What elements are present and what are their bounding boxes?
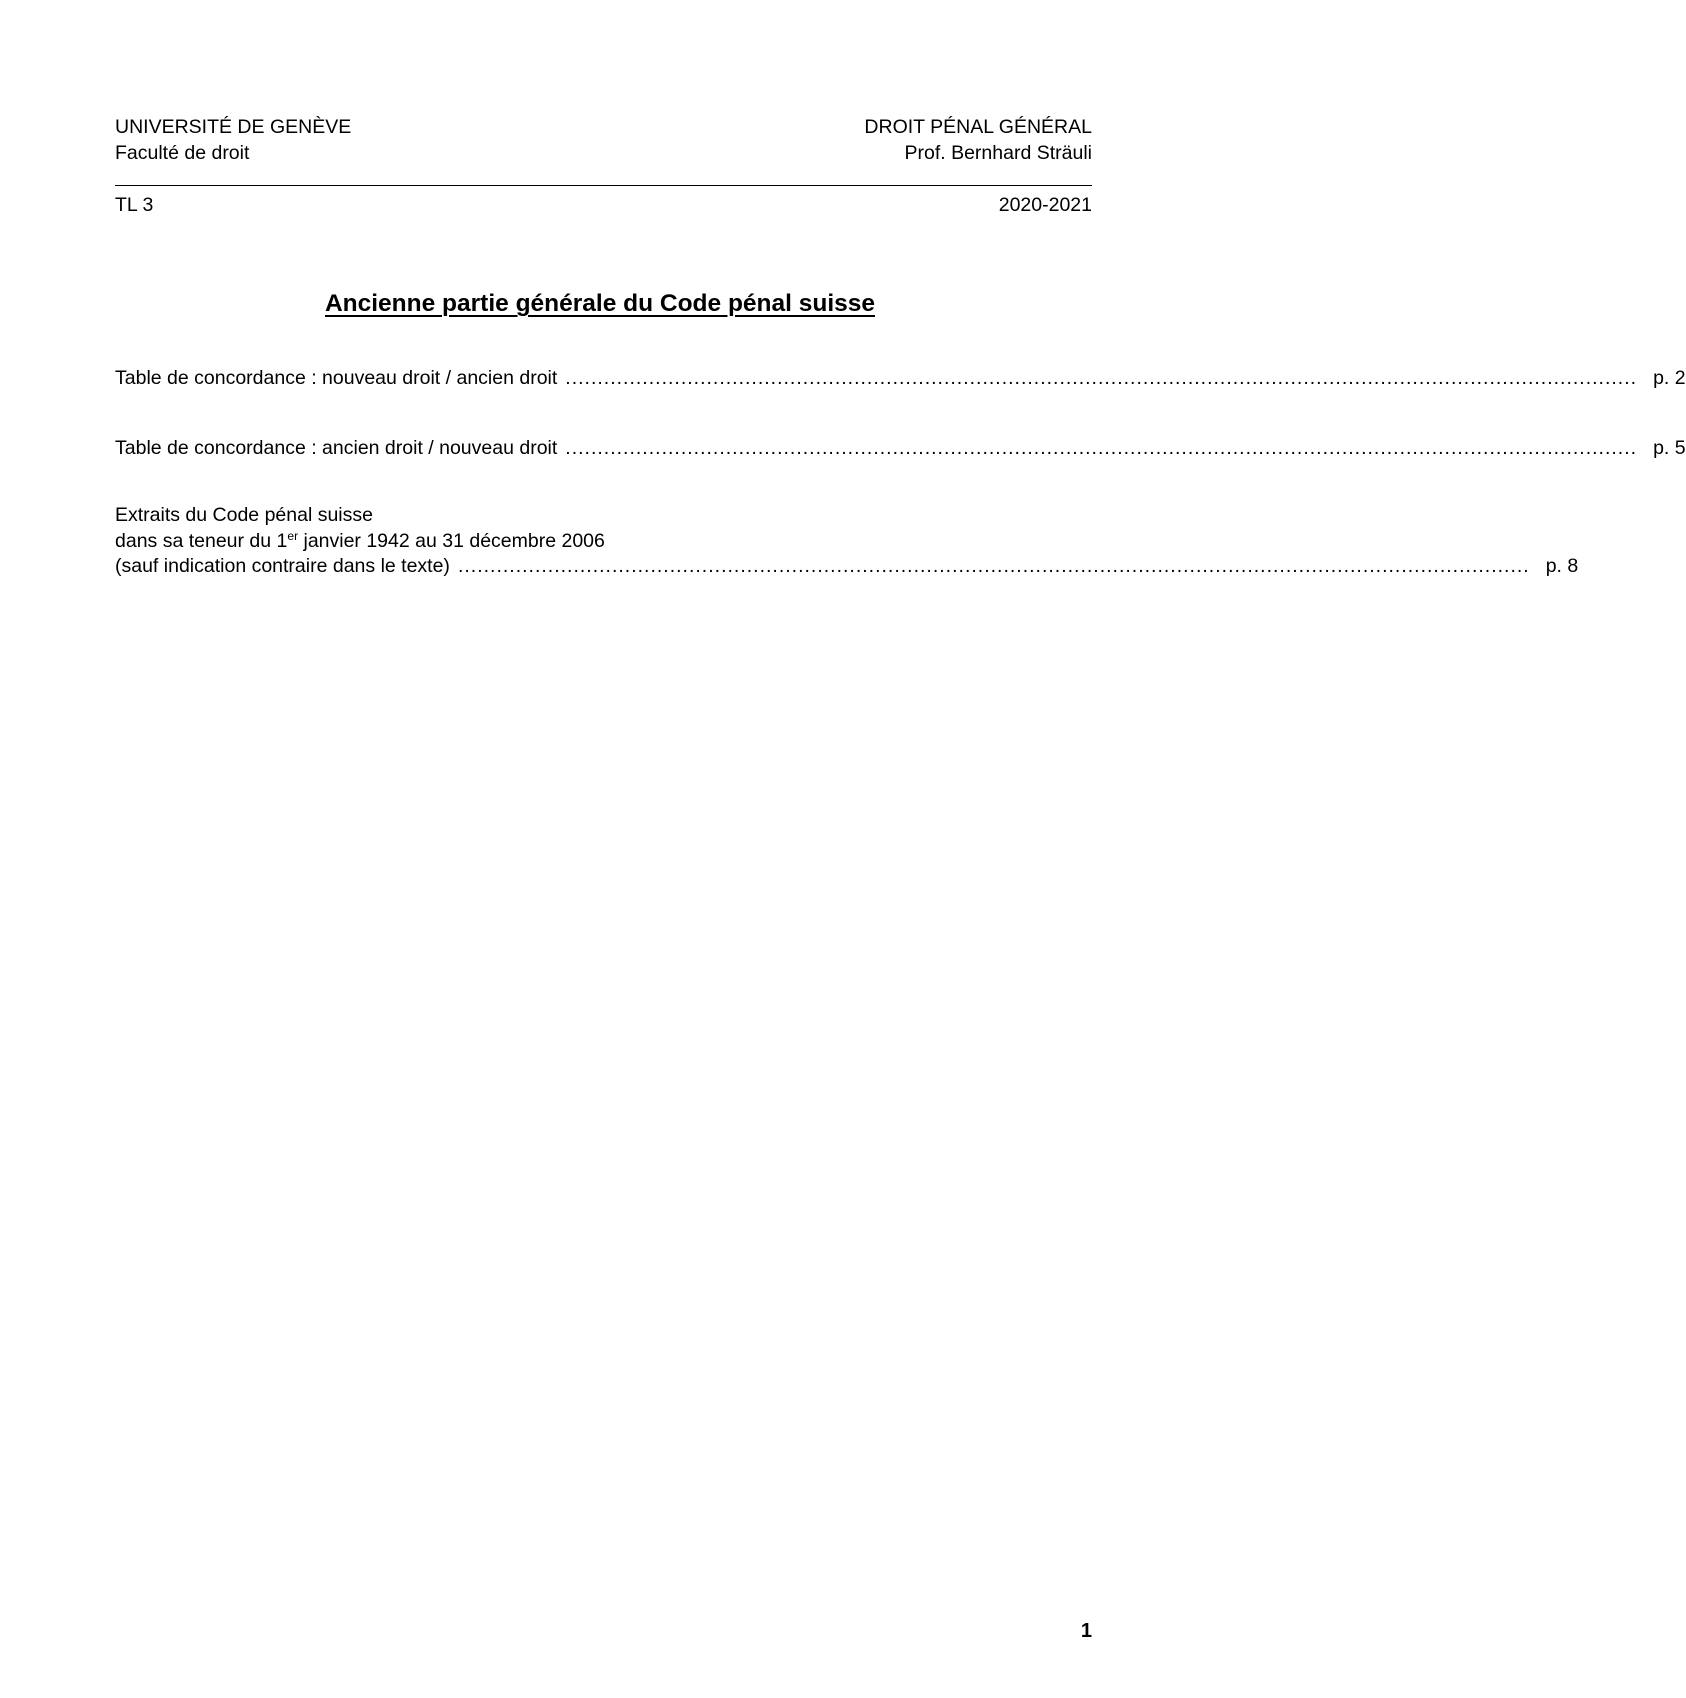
toc-entry-line-2-end: janvier 1942 au 31 décembre 2006 [298,529,605,552]
toc-entry-line-3: (sauf indication contraire dans le texte) [115,555,450,577]
dot-leader: ....................................................................................................................................................................... [565,367,1638,389]
toc-entry-label: Table de concordance : nouveau droit / ancien droit [115,367,558,389]
toc-entry-line-2 [115,529,1092,555]
toc-entry-line-1: Extraits du Code pénal suisse [115,504,373,526]
header-divider [115,185,1092,186]
toc-entry-label: Table de concordance : ancien droit / nouveau droit [115,437,558,459]
tl-label: TL 3 [115,194,154,216]
header-right [864,114,1092,166]
university-name: UNIVERSITÉ DE GENÈVE [115,116,352,138]
toc-entry-3[interactable] [115,503,1579,580]
ordinal-superscript: er [287,528,299,543]
toc-entry-2[interactable] [115,436,1686,462]
toc-entry-1[interactable] [115,366,1686,392]
academic-year: 2020-2021 [998,194,1092,216]
dot-leader: ....................................................................................................................................................................... [565,437,1638,459]
faculty-name: Faculté de droit [115,142,250,164]
toc-page-ref: p. 5 [1653,437,1686,459]
toc-page-ref: p. 8 [1545,555,1579,577]
tl-row [115,192,1092,218]
header-left [115,114,351,166]
toc-page-ref: p. 2 [1653,367,1686,389]
toc-entry-line-2-start: dans sa teneur du 1 [115,529,288,552]
page-number: 1 [1080,1620,1092,1642]
page-title: Ancienne partie générale du Code pénal suisse [324,290,876,317]
professor-name: Prof. Bernhard Sträuli [904,142,1092,164]
course-name: DROIT PÉNAL GÉNÉRAL [864,116,1092,138]
dot-leader: ....................................................................................................................................................................... [457,555,1530,577]
